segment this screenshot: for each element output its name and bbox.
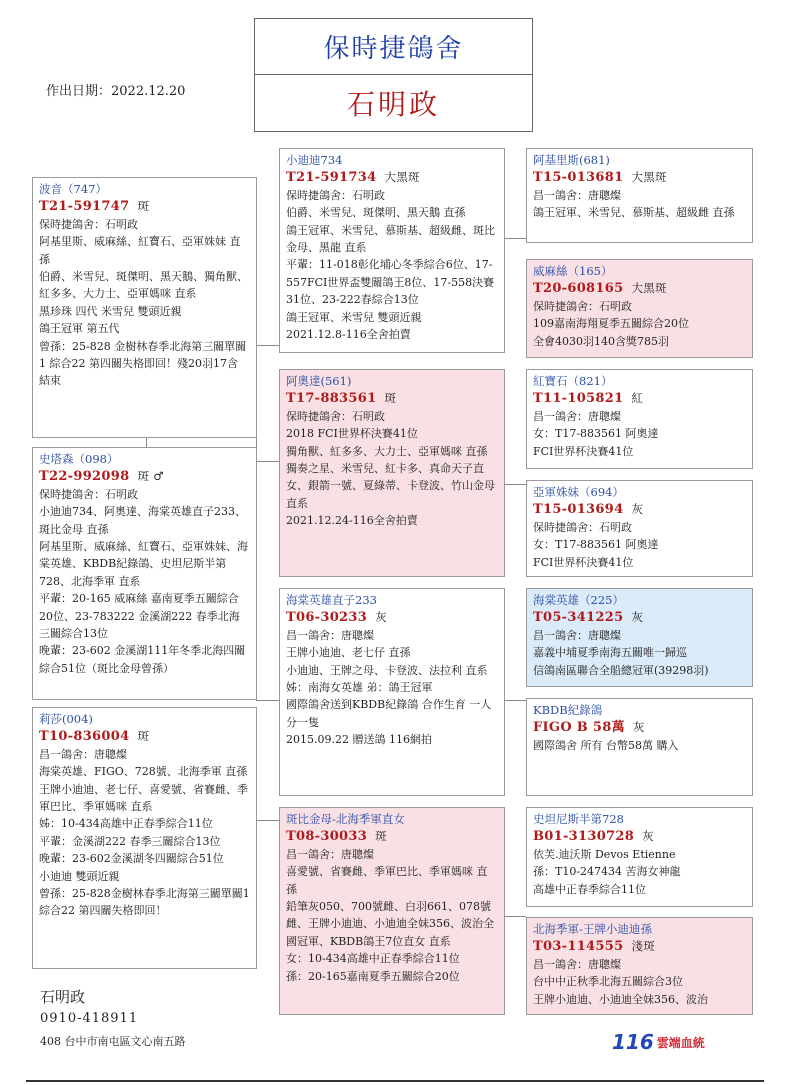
pigeon-card-dam [279,369,505,577]
pedigree-note: 依芙.迪沃斯 Devos Etienne [533,847,676,861]
pigeon-name: 莉莎(004) [39,712,93,726]
pedigree-note: 晚輩：23-602金溪湖冬四關綜合51位 [39,852,224,866]
pigeon-card-granddam [526,480,753,577]
pigeon-name: 史塔森（098） [39,452,119,466]
pigeon-card-mate-sire [279,588,505,796]
pedigree-note: 鴿王冠軍 第五代 [39,322,120,336]
pigeon-color: 斑 [384,391,397,406]
owner-name: 石明政 [346,88,440,121]
logo-number: 116 [612,1030,654,1054]
ring-number: T05-341225 灰 [533,610,644,626]
pedigree-note: 晚輩：23-602 金溪湖111年冬季北海四關綜合51位（斑比金母曾孫） [39,644,246,675]
pedigree-note: 獨角獸、紅多多、大力士、亞軍媽咪 直孫 [286,444,488,458]
pigeon-color: 灰 [375,610,387,625]
pedigree-note: 喜愛號、省賽雌、季軍巴比、季軍媽咪 直孫 [286,865,488,896]
pedigree-note: 昌一鴿舍：唐聰燦 [533,188,621,202]
title-box [254,18,533,132]
pedigree-note: 保時捷鴿舍：石明政 [286,409,385,423]
pigeon-name: KBDB紀錄鴿 [533,703,603,717]
pigeon-card-subject [32,177,257,438]
pedigree-note: 嘉義中埔夏季南海五關唯一歸巡 [533,646,687,660]
ring-number: T08-30033 斑 [286,829,387,845]
pedigree-note: 姊：10-434高雄中正春季綜合11位 [39,817,213,831]
pedigree-note: 王牌小迪迪、小迪迪全妹356、波治 [533,992,708,1006]
connector [504,484,526,485]
pedigree-note: 女：T17-883561 阿奧達 [533,427,659,441]
pigeon-name: 斑比金母-北海季軍直女 [286,812,405,826]
ring-number: T17-883561 斑 [286,391,397,407]
pedigree-note: 保時捷鴿舍：石明政 [533,299,632,313]
pedigree-note: 昌一鴿舍：唐聰燦 [286,628,374,642]
connector [504,700,526,701]
pedigree-note: 女：T17-883561 阿奧達 [533,538,659,552]
pedigree-note: 昌一鴿舍：唐聰燦 [39,747,127,761]
pigeon-card-northsea [526,917,753,1015]
pigeon-card-grandsire [526,148,753,243]
pigeon-card-728 [526,807,753,907]
pedigree-note: 保時捷鴿舍：石明政 [39,487,138,501]
pigeon-color: 灰 [631,502,644,517]
pedigree-note: 昌一鴿舍：唐聰燦 [533,628,621,642]
pigeon-name: 威麻絲（165） [533,264,613,278]
pigeon-name: 阿奧達(561) [286,374,352,388]
pigeon-color: 斑 ♂ [137,469,164,484]
pedigree-note: 鴿王冠軍、米雪兒、慕斯基、超級雌、斑比金母、黑龍 直系 [286,223,495,255]
pigeon-color: 大黑斑 [384,170,420,185]
pedigree-note: 鴿王冠軍、米雪兒 雙頭近親 [286,310,422,324]
pigeon-color: 斑 [375,829,387,844]
pigeon-name: 紅寶石（821） [533,374,613,388]
pedigree-note: 平輩：20-165 威麻絲 嘉南夏季五關綜合20位、23-783222 金溪湖222 春季北海三關綜合13位 [39,592,240,641]
pedigree-note: 曾孫：25-828 金樹林春季北海第三關單關1 綜合22 第四關失格即回！殘20羽17含 結束 [39,339,247,388]
pedigree-note: 小迪迪、王牌之母、卡登波、法拉利 直系 [286,663,488,677]
issue-date: 作出日期：2022.12.20 [46,84,186,99]
pigeon-color: 灰 [632,720,645,735]
pedigree-note: 伯爵、米雪兒、斑傑明、黑天鵝 直孫 [286,206,466,220]
loft-name: 保時捷鴿舍 [255,19,532,75]
ring-number: T15-013694 灰 [533,502,644,518]
pedigree-note: 王牌小迪迪、老七仔、喜愛號、省賽雌、季軍巴比、季軍媽咪 直系 [39,782,248,814]
pigeon-card-sire [279,148,505,353]
pedigree-note: 獨奏之星、米雪兒、紅卡多、真命天子直女、銀箭一號、夏綠蒂、卡登波、竹山金母 直系 [286,462,499,510]
pedigree-note: 小迪迪 雙頭近親 [39,869,120,883]
pedigree-note: 昌一鴿舍：唐聰燦 [533,957,621,971]
connector [256,345,280,346]
pigeon-color: 淺斑 [631,939,656,954]
ring-number: T11-105821 紅 [533,391,644,407]
pedigree-note: 女：10-434高雄中正春季綜合11位 [286,952,460,966]
pigeon-card-kbdb [526,698,753,796]
pedigree-note: 曾孫：25-828金樹林春季北海第三關單關1 綜合22 第四關失格即回！ [39,887,254,918]
pedigree-note: 海棠英雄、FIGO、728號、北海季軍 直孫 [39,765,248,779]
pigeon-color: 大黑斑 [631,170,667,185]
pedigree-note: 伯爵、米雪兒、斑傑明、黑天鵝、獨角獸、紅多多、大力士、亞軍媽咪 直系 [39,270,248,301]
pigeon-card-mate-dam [279,807,505,1015]
pigeon-card-hero [526,588,753,687]
footer-address: 408 台中市南屯區文心南五路 [40,1035,186,1048]
ring-number: T06-30233 灰 [286,610,387,626]
pedigree-note: 保時捷鴿舍：石明政 [286,188,385,202]
pigeon-card-sibling [32,707,257,969]
pigeon-name: 北海季軍-王牌小迪迪孫 [533,922,652,936]
pedigree-note: FCI世界杯決賽41位 [533,444,634,458]
pedigree-note: 鉛筆灰050、700號雌、白羽661、078號雌、王牌小迪迪、小迪迪全妹356、波治全國冠軍、KBDB鴿王7位直女 直系 [286,900,494,948]
pedigree-note: FCI世界杯決賽41位 [533,555,634,569]
connector [256,700,280,701]
pedigree-note: 平輩：金溪湖222 春季三關綜合13位 [39,834,221,848]
ring-number: T03-114555 淺斑 [533,939,656,955]
pedigree-note: 平輩：11-018彰化埔心冬季綜合6位、17-557FCI世界盃雙關鴿王8位、17-558決賽31位、23-222春綜合13位 [286,258,495,307]
pigeon-color: 灰 [642,829,654,844]
ring-number: T21-591747 斑 [39,199,150,215]
pedigree-note: 鴿王冠軍、米雪兒、慕斯基、超級雌 直孫 [533,206,735,220]
pedigree-note: 昌一鴿舍：唐聰燦 [533,409,621,423]
footer-owner: 石明政 [40,988,86,1006]
pedigree-note: 2021.12.8-116全舍拍賣 [286,328,411,342]
pigeon-color: 斑 [137,199,150,214]
divider [26,1080,764,1082]
pedigree-note: 高雄中正春季綜合11位 [533,882,646,896]
pigeon-name: 海棠英雄直子233 [286,593,377,607]
pigeon-name: 海棠英雄（225） [533,593,624,607]
pedigree-note: 全會4030羽140含獎785羽 [533,334,669,348]
pigeon-name: 波音（747） [39,182,107,196]
pigeon-color: 斑 [137,729,150,744]
pigeon-name: 小迪迪734 [286,153,343,167]
pigeon-color: 大黑斑 [631,281,667,296]
ring-number: T10-836004 斑 [39,729,150,745]
pedigree-note: 保時捷鴿舍：石明政 [533,520,632,534]
pedigree-note: 2018 FCI世界杯決賽41位 [286,427,418,441]
ring-number: T21-591734 大黑斑 [286,170,420,186]
pedigree-note: 昌一鴿舍：唐聰燦 [286,847,374,861]
connector [146,437,147,447]
pedigree-note: 小迪迪734、阿奧達、海棠英雄直子233、斑比金母 直孫 [39,505,246,536]
pedigree-note: 孫：20-165嘉南夏季五關綜合20位 [286,969,460,983]
pigeon-name: 阿基里斯(681) [533,153,610,167]
pigeon-name: 亞軍姝妹（694） [533,485,624,499]
pedigree-note: 109嘉南海翔夏季五關綜合20位 [533,317,689,331]
pedigree-note: 阿基里斯、威麻絲、紅寶石、亞軍姝妹 直孫 [39,235,241,266]
pedigree-note: 阿基里斯、威麻絲、紅寶石、亞軍姝妹、海棠英雄、KBDB紀錄鴿、史坦尼斯半第728、北海季軍 直系 [39,540,248,588]
connector [504,238,526,239]
connector [504,916,526,917]
pedigree-note: 保時捷鴿舍：石明政 [39,217,138,231]
pedigree-note: 王牌小迪迪、老七仔 直孫 [286,646,411,660]
logo [612,1030,705,1054]
pigeon-card-granddam [526,259,753,358]
pigeon-card-sibling [32,447,257,700]
pedigree-note: 孫：T10-247434 苦海女神龍 [533,865,681,879]
ring-number: FIGO B 58萬 灰 [533,720,645,736]
footer-phone: 0910-418911 [40,1011,139,1026]
ring-number: B01-3130728 灰 [533,829,654,845]
connector [256,820,280,821]
pedigree-note: 2021.12.24-116全舍拍賣 [286,514,418,528]
logo-text: 雲端血統 [656,1036,705,1050]
ring-number: T20-608165 大黑斑 [533,281,667,297]
pigeon-color: 灰 [631,610,644,625]
pigeon-card-grandsire [526,369,753,469]
pedigree-note: 2015.09.22 贈送鴿 116網拍 [286,733,432,747]
pedigree-note: 姊：南海女英雄 弟：鴿王冠軍 [286,681,433,695]
pedigree-note: 國際鴿舍 所有 台幣58萬 購入 [533,738,679,752]
pedigree-note: 台中中正秋季北海五關綜合3位 [533,975,683,989]
ring-number: T15-013681 大黑斑 [533,170,667,186]
pigeon-name: 史坦尼斯半第728 [533,812,624,826]
pedigree-note: 黑珍珠 四代 米雪兒 雙頭近親 [39,304,182,318]
pedigree-note: 信鴿南區聯合全船總冠軍(39298羽) [533,663,709,677]
ring-number: T22-992098 斑 ♂ [39,469,164,485]
connector [256,461,280,462]
pigeon-color: 紅 [631,391,644,406]
pedigree-note: 國際鴿舍送到KBDB紀錄鴿 合作生育 一人分一隻 [286,698,492,729]
